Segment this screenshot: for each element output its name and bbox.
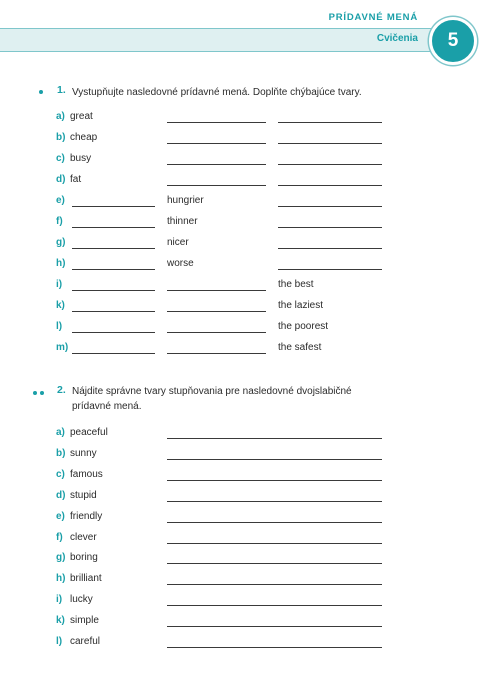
item-letter: d) (56, 489, 66, 501)
given-adjective: stupid (70, 489, 97, 501)
item-letter: d) (56, 174, 66, 185)
answer-blank[interactable] (167, 563, 382, 564)
given-form: fat (70, 174, 82, 185)
answer-blank[interactable] (278, 227, 382, 228)
answer-blank[interactable] (167, 311, 266, 312)
item-letter: e) (56, 510, 65, 522)
item-letter: b) (56, 447, 66, 459)
answer-blank[interactable] (72, 248, 155, 249)
answer-blank[interactable] (278, 248, 382, 249)
given-form: busy (70, 153, 92, 164)
difficulty-dot-icon (33, 391, 37, 395)
given-adjective: famous (70, 468, 103, 480)
item-letter: i) (56, 279, 63, 290)
item-letter: h) (56, 258, 66, 269)
given-form: worse (167, 258, 194, 269)
item-letter: g) (56, 237, 66, 248)
item-letter: l) (56, 636, 63, 647)
answer-blank[interactable] (167, 332, 266, 333)
answer-blank[interactable] (167, 459, 382, 460)
item-letter: i) (56, 594, 63, 606)
given-form: the poorest (278, 321, 329, 332)
answer-blank[interactable] (167, 438, 382, 439)
exercise1-instruction: Vystupňujte nasledovné prídavné mená. Doplňte chýbajúce tvary. (72, 87, 362, 98)
item-letter: a) (56, 111, 65, 122)
answer-blank[interactable] (278, 269, 382, 270)
exercise2-instruction (72, 384, 352, 414)
answer-blank[interactable] (167, 626, 382, 627)
answer-blank[interactable] (72, 290, 155, 291)
given-adjective: sunny (70, 447, 97, 459)
item-letter: g) (56, 552, 66, 564)
item-letter: c) (56, 153, 65, 164)
answer-blank[interactable] (278, 164, 382, 165)
answer-blank[interactable] (167, 501, 382, 502)
given-adjective: brilliant (70, 573, 102, 585)
given-adjective: boring (70, 552, 98, 564)
chapter-number-badge: 5 (429, 17, 477, 65)
given-form: hungrier (167, 195, 204, 206)
given-form: the laziest (278, 300, 324, 311)
answer-blank[interactable] (278, 206, 382, 207)
answer-blank[interactable] (72, 353, 155, 354)
answer-blank[interactable] (167, 122, 266, 123)
answer-blank[interactable] (167, 353, 266, 354)
item-letter: f) (56, 216, 63, 227)
answer-blank[interactable] (72, 269, 155, 270)
instruction-line: Nájdite správne tvary stupňovania pre nasledovné dvojslabičné (72, 386, 352, 397)
given-adjective: lucky (70, 594, 93, 606)
item-letter: f) (56, 531, 63, 543)
given-form: the safest (278, 342, 322, 353)
given-adjective: friendly (70, 510, 103, 522)
given-form: the best (278, 279, 314, 290)
answer-blank[interactable] (167, 584, 382, 585)
answer-blank[interactable] (167, 185, 266, 186)
answer-blank[interactable] (278, 185, 382, 186)
exercise1-number: 1. (57, 84, 66, 96)
difficulty-dot-icon (40, 391, 44, 395)
item-letter: m) (56, 342, 69, 353)
given-adjective: careful (70, 636, 101, 647)
exercise2-number: 2. (57, 384, 66, 396)
answer-blank[interactable] (167, 647, 382, 648)
item-letter: l) (56, 321, 63, 332)
section-title: PRÍDAVNÉ MENÁ (328, 12, 418, 23)
answer-blank[interactable] (72, 332, 155, 333)
answer-blank[interactable] (167, 164, 266, 165)
answer-blank[interactable] (278, 122, 382, 123)
item-letter: c) (56, 468, 65, 480)
answer-blank[interactable] (278, 143, 382, 144)
answer-blank[interactable] (167, 290, 266, 291)
given-form: great (70, 111, 93, 122)
given-adjective: clever (70, 531, 97, 543)
instruction-line: prídavné mená. (72, 401, 142, 412)
item-letter: e) (56, 195, 65, 206)
answer-blank[interactable] (72, 311, 155, 312)
difficulty-dot-icon (39, 90, 43, 94)
given-form: nicer (167, 237, 189, 248)
given-adjective: simple (70, 615, 99, 627)
given-form: thinner (167, 216, 198, 227)
item-letter: k) (56, 300, 65, 311)
given-adjective: peaceful (70, 427, 108, 438)
answer-blank[interactable] (167, 480, 382, 481)
given-form: cheap (70, 132, 98, 143)
answer-blank[interactable] (72, 206, 155, 207)
answer-blank[interactable] (167, 605, 382, 606)
answer-blank[interactable] (167, 522, 382, 523)
answer-blank[interactable] (167, 143, 266, 144)
answer-blank[interactable] (167, 543, 382, 544)
answer-blank[interactable] (72, 227, 155, 228)
item-letter: h) (56, 573, 66, 585)
item-letter: k) (56, 615, 65, 627)
item-letter: a) (56, 427, 65, 438)
item-letter: b) (56, 132, 66, 143)
band-label: Cvičenia (376, 33, 418, 44)
